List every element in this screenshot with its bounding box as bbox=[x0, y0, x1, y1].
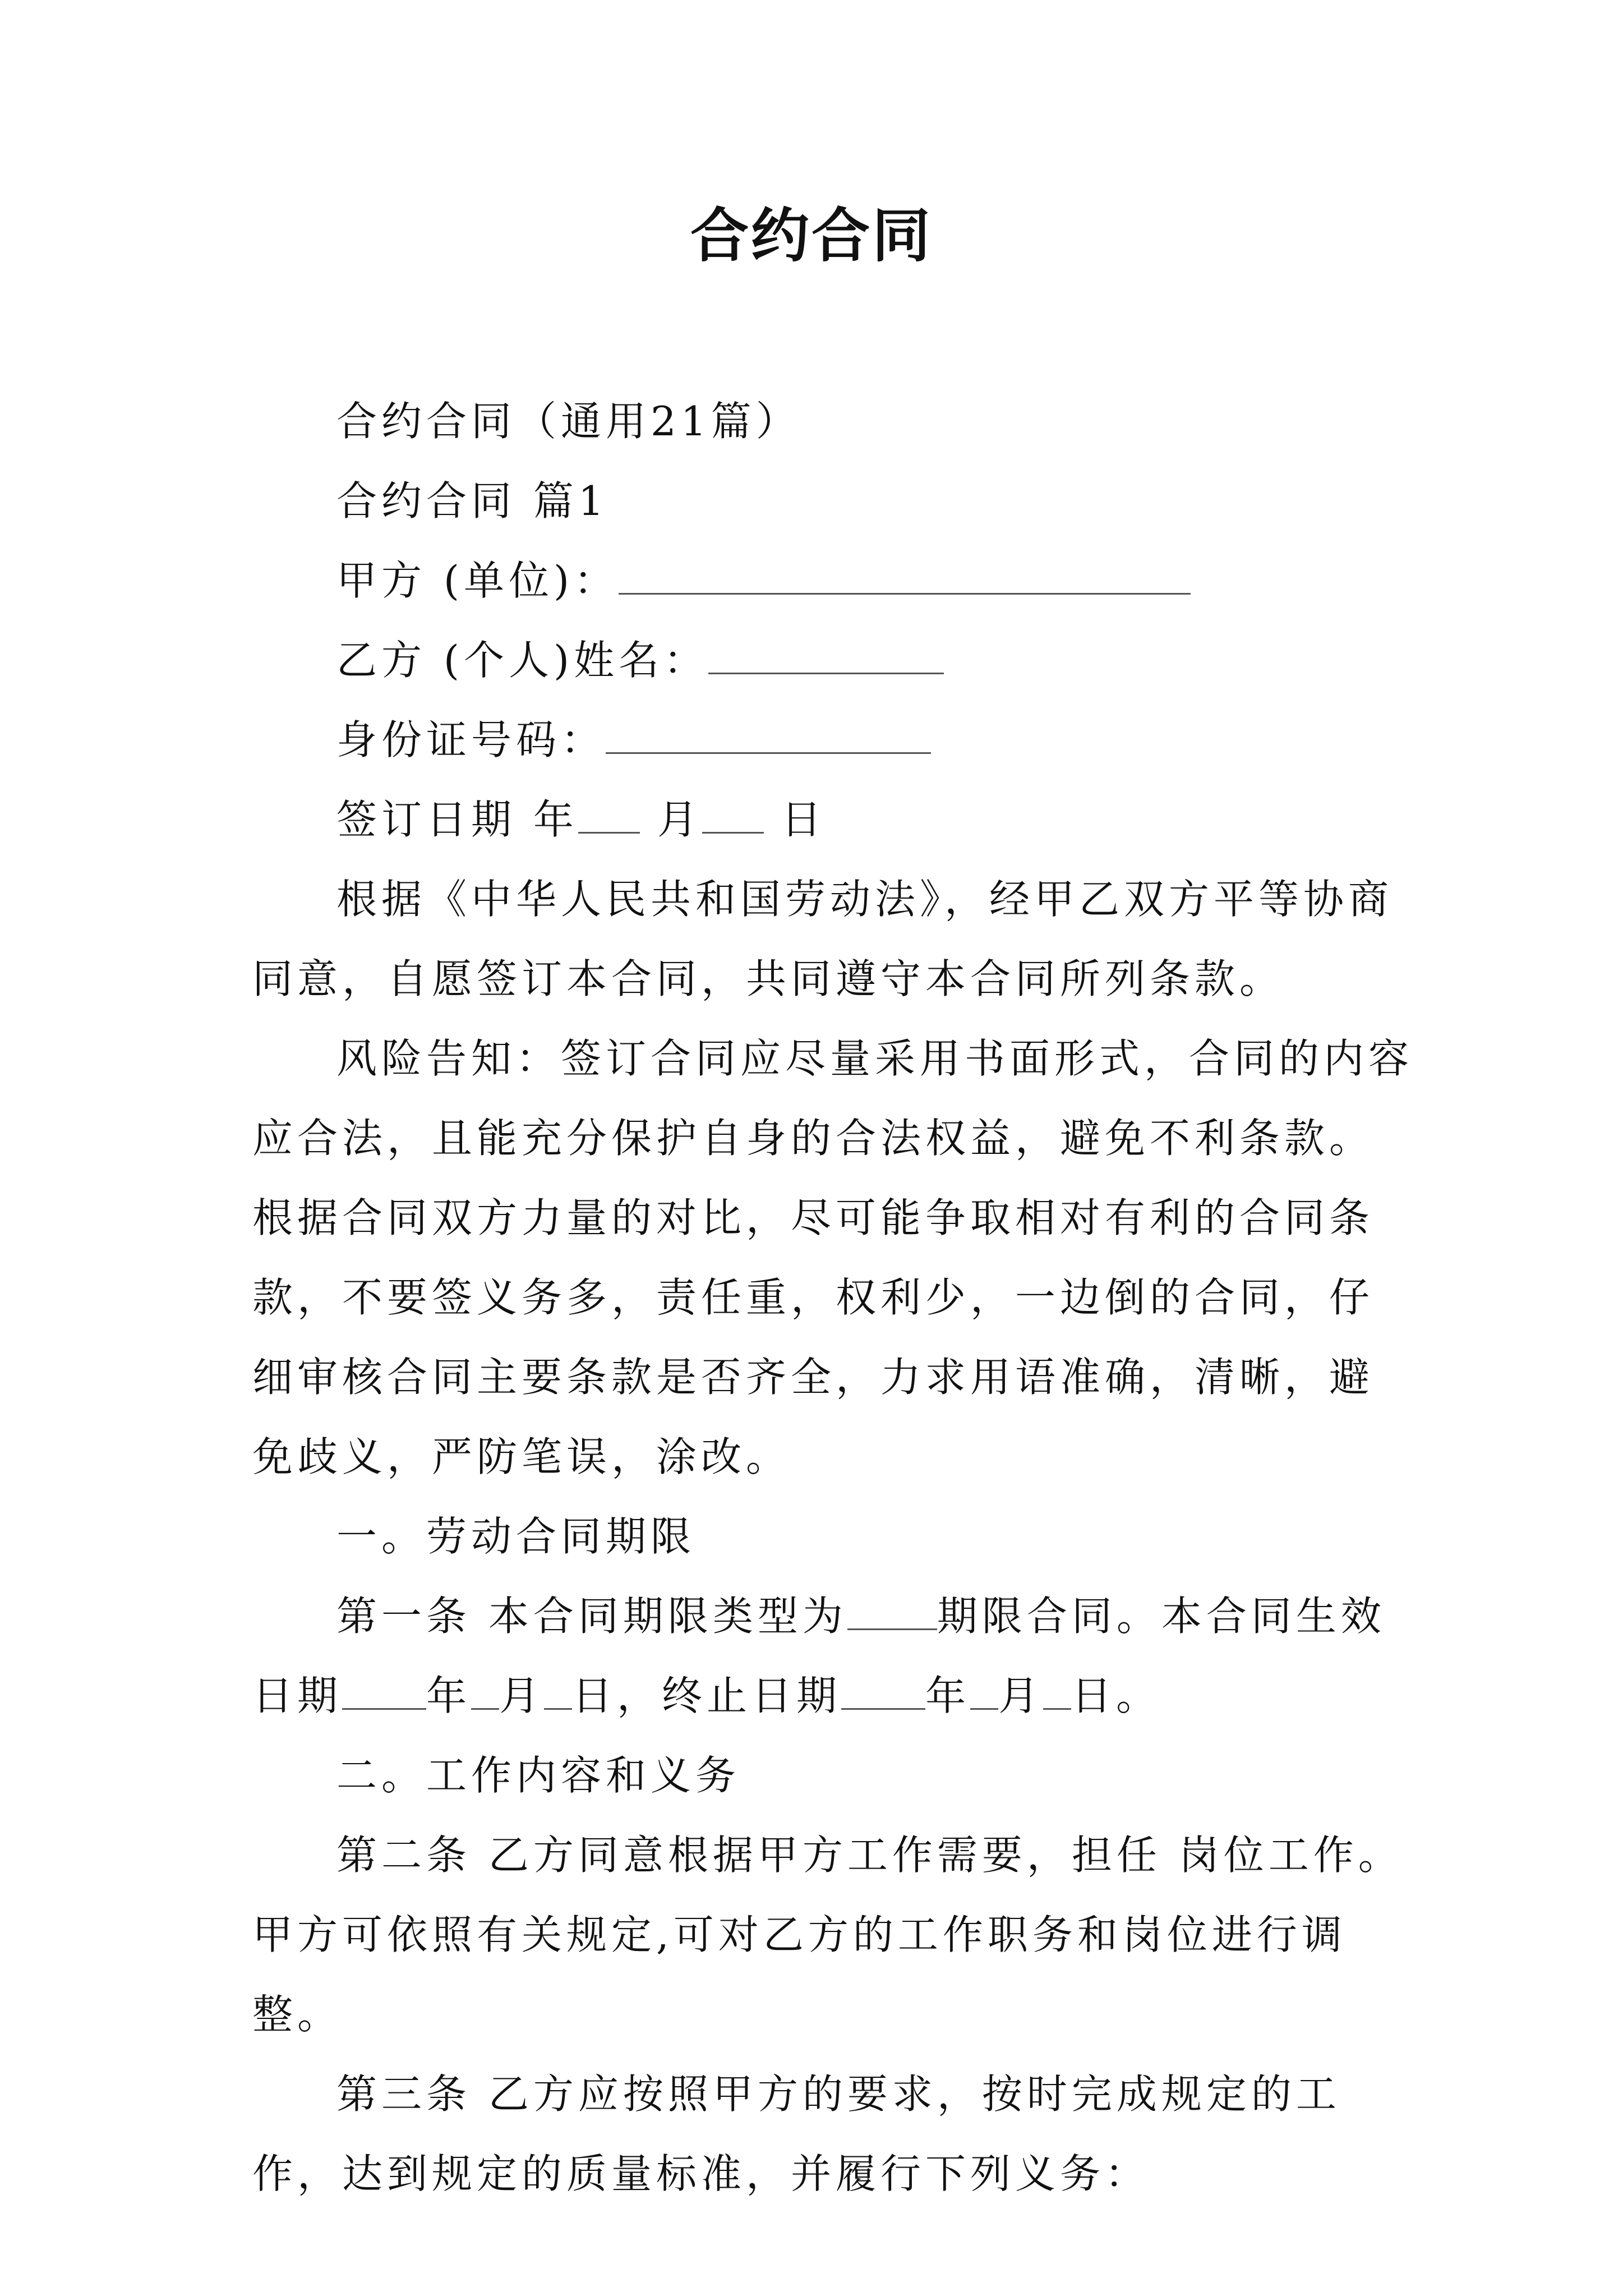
sign-date-month: 月 bbox=[657, 796, 702, 843]
article1-text-b: 期限合同。本合同生效日期 bbox=[252, 1593, 1386, 1719]
party-b-blank bbox=[708, 639, 944, 674]
article1-text-h: 日。 bbox=[1071, 1672, 1161, 1719]
party-a-blank bbox=[619, 559, 1191, 595]
sign-date-year-blank bbox=[578, 798, 640, 834]
end-day-blank bbox=[1043, 1674, 1071, 1710]
start-day-blank bbox=[544, 1674, 572, 1710]
party-b-label: 乙方 (个人)姓名： bbox=[336, 637, 709, 684]
end-year-blank bbox=[841, 1674, 925, 1710]
article1-text-d: 月 bbox=[499, 1672, 545, 1719]
article1-text-a: 第一条 本合同期限类型为 bbox=[336, 1593, 847, 1640]
contract-type-blank bbox=[847, 1595, 937, 1630]
party-b-line bbox=[252, 620, 1413, 700]
end-month-blank bbox=[970, 1674, 998, 1710]
heading-general: 合约合同（通用21篇） bbox=[336, 398, 801, 445]
article1-text-f: 年 bbox=[925, 1672, 971, 1719]
risk-notice-paragraph: 风险告知：签订合同应尽量采用书面形式，合同的内容应合法，且能充分保护自身的合法权益，避免不利条款。根据合同双方力量的对比，尽可能争取相对有利的合同条款，不要签义务多，责任重，权利少，一边倒的合同，仔细审核合同主要条款是否齐全，力求用语准确，清晰，避免歧义，严防笔误，涂改。 bbox=[252, 1035, 1414, 1480]
sign-date-year: 年 bbox=[533, 796, 578, 843]
heading-part: 合约合同 篇1 bbox=[336, 477, 608, 524]
article3-paragraph: 第三条 乙方应按照甲方的要求，按时完成规定的工作，达到规定的质量标准，并履行下列义务： bbox=[252, 2070, 1341, 2197]
article2-paragraph: 第二条 乙方同意根据甲方工作需要，担任 岗位工作。甲方可依照有关规定,可对乙方的工作职务和岗位进行调整。 bbox=[252, 1832, 1403, 2038]
party-a-label: 甲方 (单位)： bbox=[336, 557, 619, 604]
sign-date-label: 签订日期 bbox=[336, 796, 517, 843]
document-body bbox=[252, 381, 1413, 2214]
article1-text-c: 年 bbox=[426, 1672, 472, 1719]
sign-date-month-blank bbox=[702, 798, 764, 834]
article1-paragraph bbox=[252, 1576, 1413, 1736]
start-year-blank bbox=[342, 1674, 426, 1710]
intro-paragraph: 根据《中华人民共和国劳动法》，经甲乙双方平等协商同意，自愿签订本合同，共同遵守本合同所列条款。 bbox=[252, 876, 1394, 1002]
sign-date-line bbox=[252, 780, 1413, 859]
section1-title: 一。劳动合同期限 bbox=[336, 1513, 696, 1560]
id-label: 身份证号码： bbox=[336, 716, 606, 763]
article1-text-e: 日，终止日期 bbox=[572, 1672, 842, 1719]
sign-date-day: 日 bbox=[781, 796, 826, 843]
id-blank bbox=[606, 719, 931, 754]
document-title: 合约合同 bbox=[690, 201, 933, 270]
article1-text-g: 月 bbox=[998, 1672, 1044, 1719]
party-a-line bbox=[252, 541, 1413, 620]
id-line bbox=[252, 700, 1413, 780]
section2-title: 二。工作内容和义务 bbox=[336, 1752, 741, 1799]
start-month-blank bbox=[471, 1674, 499, 1710]
